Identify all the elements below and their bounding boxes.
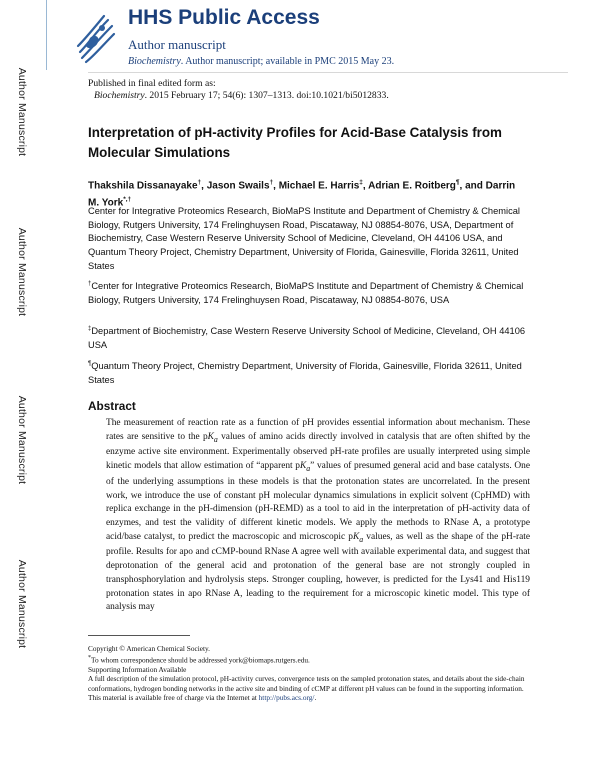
header-rule [88, 72, 568, 73]
correspondence: *To whom correspondence should be addressed york@biomaps.rutgers.edu. [88, 654, 310, 665]
support-heading: Supporting Information Available [88, 664, 187, 674]
affiliation-item [88, 323, 528, 353]
author-mark: ¶ [455, 179, 460, 186]
header-availability [128, 56, 394, 67]
publication-citation-text: . 2015 February 17; 54(6): 1307–1313. doi:10.1021/bi5012833. [144, 90, 389, 101]
author-name: Darrin M. York [88, 180, 516, 209]
publication-info [88, 78, 389, 102]
affiliation-combined: Center for Integrative Proteomics Research, BioMaPS Institute and Department of Chemistry & Chemical Biology, Rutgers University, 174 Frelinghuysen Road, Piscataway, NJ 08854-8076, USA, Department of Biochemistry, Case Western Reserve University School of Medicine, Cleveland, OH 44106 USA, and Quantum Theory Project, Chemistry Department, University of Florida, Gainesville, Florida 32611, United States [88, 206, 520, 271]
affiliation-mark: ‡ [88, 326, 92, 332]
affiliation-mark: † [88, 281, 92, 287]
author-mark: ‡ [359, 179, 363, 186]
copyright: Copyright © American Chemical Society. [88, 644, 210, 653]
publication-citation [88, 90, 389, 102]
footnotes [88, 644, 528, 703]
author-name: Jason Swails [206, 180, 270, 192]
header-subtitle: Author manuscript [128, 37, 226, 52]
abstract-body: The measurement of reaction rate as a function of pH provides essential information about mechanism. These rates are sensitive to the $pK_a$ values of amino acids directly involved in catalysis that are often shifted by the enzyme active site environment. Experimentally observed pH-rate profiles are usually interpreted using simple kinetic models that allow estimation of “apparent $pK_a$” values of presumed general acid and base catalysts. One of the underlying assumptions in these models is that the protonation states are uncorrelated. In the present work, we introduce the use of constant pH molecular dynamics simulations in explicit solvent (CpHMD) with replica exchange in the pH-dimension (pH-REMD) as a tool to aid in the interpretation of pH-activity data of enzymes, and test the validity of different kinetic models. We apply the methods to RNase A, a prototype acid/base catalyst, to predict the macroscopic and microscopic $pK_a$ values, as well as the shape of the pH-rate profile. Results for apo and cCMP-bound RNase A agree well with available experimental data, and suggest that deprotonation of the general acid and protonation of the general base are not strongly coupled in transphosphorylation and hydrolysis steps. Stronger coupling, however, is predicted for the Lys41 and His119 protonation states in apo RNase A, leading to the requirement for a microscopic kinetic model. This type of analysis may [106, 418, 530, 613]
header-title: HHS Public Access [128, 6, 320, 29]
hhs-eagle-logo-icon [72, 8, 118, 68]
author-mark: † [269, 179, 274, 186]
footnote-rule [88, 635, 190, 636]
publication-journal: Biochemistry [94, 90, 145, 101]
affiliation-text: Center for Integrative Proteomics Research, BioMaPS Institute and Department of Chemistry & Chemical Biology, Rutgers University, 174 Frelinghuysen Road, Piscataway, NJ 08854-8076, USA [88, 281, 524, 305]
author-name: Michael E. Harris [278, 180, 360, 192]
affiliation-item [88, 278, 528, 308]
author-manuscript-sidebar [0, 0, 46, 776]
author-name: Adrian E. Roitberg [368, 180, 456, 192]
sidebar-label: Author Manuscript [16, 559, 28, 649]
author-list: Thakshila Dissanayake†, Jason Swails†, Michael E. Harris‡, Adrian E. Roitberg¶, and Darrin M. York*,† [88, 179, 516, 209]
sidebar-label: Author Manuscript [16, 395, 28, 485]
support-link[interactable]: http://pubs.acs.org/ [258, 693, 315, 703]
support-text: A full description of the simulation protocol, pH-activity curves, convergence tests on the sampled protonation states, and details about the side-chain conformations, hydrogen bonding networks in the active site and binding of cCMP at different pH values can be found in the supporting information. This material is available free of charge via the Internet at http://pubs.acs.org/. [88, 674, 525, 703]
sidebar-label: Author Manuscript [16, 227, 28, 317]
publication-line: Published in final edited form as: [88, 78, 216, 89]
affiliation-text: Department of Biochemistry, Case Western Reserve University School of Medicine, Cleveland, OH 44106 USA [88, 326, 526, 350]
header-divider [46, 0, 47, 70]
author-mark: † [197, 179, 202, 186]
sidebar-label: Author Manuscript [16, 67, 28, 157]
author-name: Thakshila Dissanayake [88, 180, 198, 192]
affiliation-text: Quantum Theory Project, Chemistry Department, University of Florida, Gainesville, Florida 32611, United States [88, 361, 522, 385]
author-mark: *,† [123, 196, 132, 204]
header-availability-text: . Author manuscript; available in PMC 2015 May 23. [180, 56, 395, 67]
affiliation-mark: ¶ [88, 361, 92, 367]
abstract-heading: Abstract [88, 399, 136, 413]
article-title: Interpretation of pH-activity Profiles for Acid-Base Catalysis from Molecular Simulations [88, 125, 502, 160]
header-journal: Biochemistry [128, 56, 181, 67]
affiliation-item [88, 358, 528, 388]
